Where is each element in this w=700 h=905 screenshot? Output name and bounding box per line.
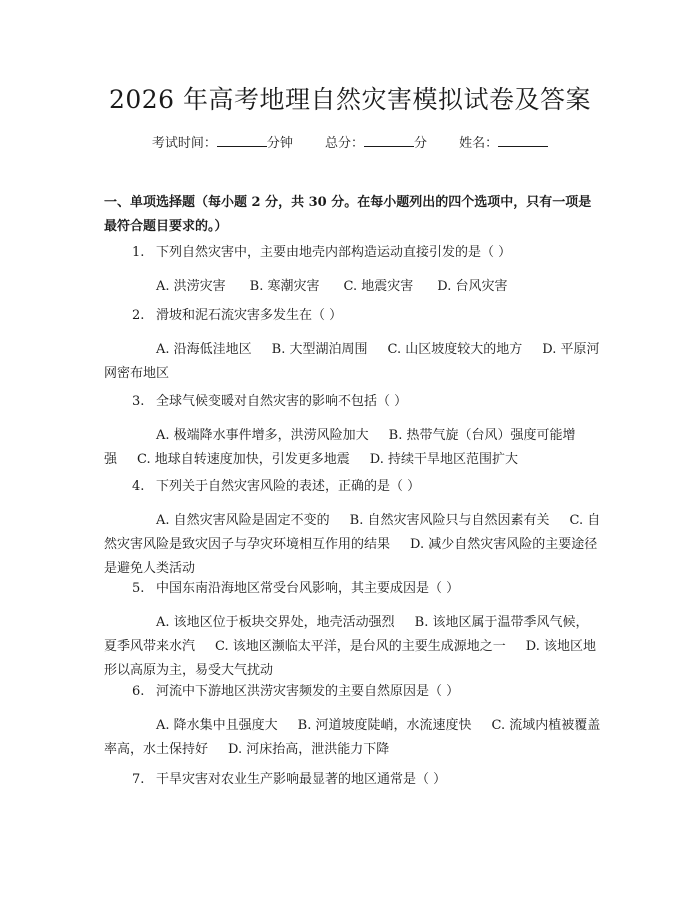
option-list (104, 611, 601, 683)
option-b: B. 河道坡度陡峭，水流速度快 (297, 718, 472, 733)
option-c: C. 流域内植被覆盖率高，水土保持好 (104, 718, 601, 757)
score-unit: 分 (414, 136, 428, 151)
score-field (325, 132, 427, 151)
option-b: B. 该地区属于温带季风气候，夏季风带来水汽 (104, 615, 589, 654)
question-1 (104, 241, 601, 299)
question-number: 6. (132, 684, 145, 699)
question-stem: 河流中下游地区洪涝灾害频发的主要自然原因是（ ） (156, 684, 460, 699)
question-2 (104, 304, 601, 386)
question-number: 3. (132, 394, 145, 409)
time-label: 考试时间： (151, 136, 217, 151)
option-c: C. 山区坡度较大的地方 (387, 342, 523, 357)
option-list (104, 338, 601, 386)
option-list (104, 509, 601, 581)
name-label: 姓名： (459, 136, 499, 151)
question-number: 1. (132, 245, 145, 260)
option-d: D. 持续干旱地区范围扩大 (369, 452, 518, 467)
time-blank (217, 134, 267, 147)
option-b: B. 热带气旋（台风）强度可能增强 (104, 428, 576, 467)
option-b: B. 寒潮灾害 (249, 279, 320, 294)
option-list (104, 275, 601, 299)
time-unit: 分钟 (266, 136, 293, 151)
option-a: A. 沿海低洼地区 (156, 342, 252, 357)
option-list (104, 714, 601, 762)
question-stem: 中国东南沿海地区常受台风影响，其主要成因是（ ） (156, 581, 460, 596)
question-stem: 全球气候变暖对自然灾害的影响不包括（ ） (156, 394, 408, 409)
option-list (104, 424, 601, 472)
option-a: A. 该地区位于板块交界处，地壳活动强烈 (156, 615, 395, 630)
option-d: D. 台风灾害 (437, 279, 508, 294)
question-6 (104, 680, 601, 762)
section-heading: 一、单项选择题（每小题 2 分，共 30 分。在每小题列出的四个选项中，只有一项是最符合题目要求的。） (104, 195, 592, 234)
question-number: 7. (132, 772, 145, 787)
option-a: A. 洪涝灾害 (156, 279, 226, 294)
option-a: A. 自然灾害风险是固定不变的 (156, 513, 330, 528)
option-b: B. 自然灾害风险只与自然因素有关 (349, 513, 550, 528)
option-d: D. 河床抬高，泄洪能力下降 (228, 742, 390, 757)
question-number: 4. (132, 479, 145, 494)
score-label: 总分： (324, 136, 364, 151)
question-5 (104, 577, 601, 683)
question-3 (104, 390, 601, 472)
name-blank (498, 134, 548, 147)
score-blank (364, 134, 414, 147)
question-number: 2. (132, 308, 145, 323)
option-a: A. 极端降水事件增多，洪涝风险加大 (156, 428, 369, 443)
option-c: C. 地球自转速度加快，引发更多地震 (137, 452, 350, 467)
name-field (459, 132, 548, 151)
exam-info-row (0, 132, 700, 151)
question-stem: 干旱灾害对农业生产影响最显著的地区通常是（ ） (156, 772, 447, 787)
option-d: D. 该地区地形以高原为主，易受大气扰动 (104, 639, 596, 678)
option-d: D. 减少自然灾害风险的主要途径是避免人类活动 (104, 537, 598, 576)
option-c: C. 自然灾害风险是致灾因子与孕灾环境相互作用的结果 (104, 513, 601, 552)
question-number: 5. (132, 581, 145, 596)
question-7 (104, 768, 601, 792)
question-4 (104, 475, 601, 581)
option-b: B. 大型湖泊周围 (271, 342, 368, 357)
option-a: A. 降水集中且强度大 (156, 718, 278, 733)
option-d: D. 平原河网密布地区 (104, 342, 600, 381)
question-stem: 下列自然灾害中，主要由地壳内部构造运动直接引发的是（ ） (156, 245, 512, 260)
question-stem: 下列关于自然灾害风险的表述，正确的是（ ） (156, 479, 421, 494)
time-field (152, 132, 293, 151)
question-stem: 滑坡和泥石流灾害多发生在（ ） (156, 308, 343, 323)
option-c: C. 地震灾害 (343, 279, 414, 294)
option-c: C. 该地区濒临太平洋，是台风的主要生成源地之一 (215, 639, 506, 654)
page-title: 2026 年高考地理自然灾害模拟试卷及答案 (108, 85, 592, 114)
